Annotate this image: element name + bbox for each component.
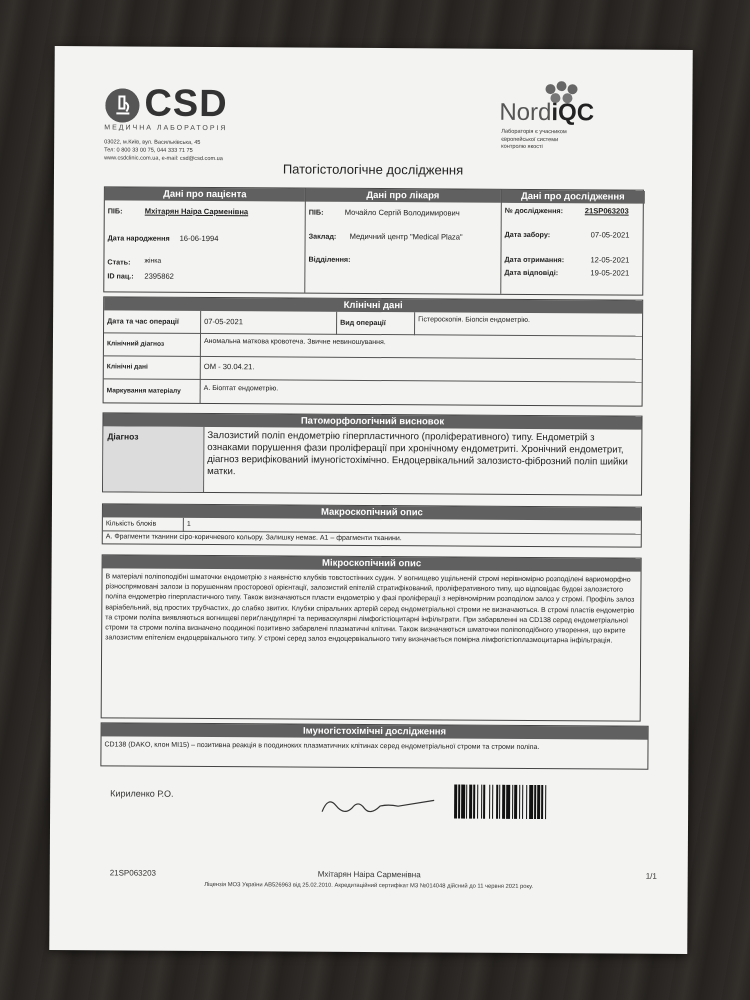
blocks-count: 1 <box>186 520 191 528</box>
collection-date: 07-05-2021 <box>590 230 630 240</box>
ihc-text: CD138 (DAKO, клон MI15) – позитивна реакція в поодиноких плазматичних клітинах серед ендометріальної строми та строми поліпа. <box>104 741 540 752</box>
clinical-data-block <box>103 296 644 406</box>
clinical-diagnosis: Аномальна маткова кровотеча. Звичне невиношування. <box>203 337 386 347</box>
lab-address: 03022, м.Київ, вул. Васильківська, 45 Тел: 0 800 33 00 75, 044 333 71 75 www.csdclinic.com.ua, e-mail: csd@csd.com.ua <box>104 139 223 163</box>
blocks-count-label: Кількість блоків <box>105 520 157 528</box>
license-text: Ліцензія МОЗ України АВ526963 від 25.02.2010. Акредитаційний сертифікат МЗ №014048 дійсний до 11 червня 2021 року. <box>204 881 534 890</box>
department-label: Відділення: <box>308 254 351 264</box>
answer-date-label: Дата відповіді: <box>504 267 559 278</box>
macroscopic-block <box>102 503 642 547</box>
operation-type: Гістероскопія. Біопсія ендометрію. <box>418 316 531 324</box>
microscopic-header: Мікроскопічний опис <box>103 555 641 571</box>
macroscopic-text: А. Фрагменти тканини сіро-коричневого кольору. Залишку немає. А1 – фрагменти тканини. <box>105 533 402 543</box>
answer-date: 19-05-2021 <box>590 268 630 278</box>
clinical-diagnosis-label: Клінічний діагноз <box>106 340 165 348</box>
lab-report-page <box>49 46 693 954</box>
received-date: 12-05-2021 <box>590 255 630 265</box>
nordiqc-caption: Лабораторія є учасником європейської системи контролю якості <box>501 128 567 151</box>
info-block <box>103 186 644 295</box>
page-number: 1/1 <box>645 871 657 881</box>
birth-date-label: Дата народження <box>107 233 170 243</box>
doctor-header: Дані про лікаря <box>305 189 501 203</box>
doctor-name-label: ПІБ: <box>308 207 324 217</box>
nordiqc-logo-text: NordiQC <box>499 98 595 127</box>
microscope-icon <box>105 88 139 122</box>
lab-subtitle: МЕДИЧНА ЛАБОРАТОРІЯ <box>104 124 228 133</box>
study-header: Дані про дослідження <box>501 190 645 204</box>
operation-date-label: Дата та час операції <box>107 316 179 326</box>
institution-label: Заклад: <box>308 231 337 241</box>
doctor-name: Мочайло Сергій Володимирович <box>344 207 460 218</box>
document-barcode <box>454 785 646 820</box>
birth-date: 16-06-1994 <box>179 233 219 244</box>
patient-name: Мхітарян Наіра Сарменівна <box>144 206 249 217</box>
patient-header: Дані про пацієнта <box>105 187 305 201</box>
footer-study-number: 21SP063203 <box>109 868 157 878</box>
diagnosis-label: Діагноз <box>107 431 139 442</box>
material-label: Маркування матеріалу <box>106 387 181 395</box>
study-number: 21SP063203 <box>584 206 629 216</box>
operation-type-label: Вид операції <box>340 317 386 328</box>
ihc-header: Імуногістохімічні дослідження <box>102 723 648 739</box>
sex-label: Стать: <box>107 257 131 267</box>
footer-patient-name: Мхітарян Наіра Сарменівна <box>317 869 421 880</box>
received-date-label: Дата отримання: <box>504 254 565 265</box>
operation-date: 07-05-2021 <box>204 316 243 327</box>
institution: Медичний центр "Medical Plaza" <box>349 231 463 242</box>
microscopic-text: В матеріалі поліпоподібні шматочки ендометрію з наявністю клубків товстостінних судин. У вогнищево ущільненій стромі нерівномірно розподілені вариоморфно різноспрямовані залози із порушенням просторової орієнтації, залозистий епітелій стратифікований, проліферативного типу, що відповідає будові залозистого поліпа ендометрію гіперпластичного типу. Також визначаються пласти ендометрію у фазі проліферації з нерівномірним розподілом залоз у стромі. Профіль залоз варіабельний, від простих трубчастих, до слабко звитих. Клубки спіральних артерій серед ендометріальної строми не визначаються. В стромі пластів ендометрію та строми поліпа виявляються вогнищеві периґландулярні та периваскулярні лімфогістіоцитарні інфільтрати. При забарвленні на CD138 серед ендометріальної строми та строми поліпа визначено поодинокі позитивно забарвлені плазматичні клітини. Також визначаються шматочки поліпоподібного утворення, що вкрите залозистим епітелієм ендоцервікального типу. У стромі серед залоз ендоцервікального типу визначається помірна лімфогістіоплазмоцитарна інфільтрація. <box>105 573 635 645</box>
csd-logo-text: CSD <box>144 82 228 126</box>
handwritten-signature <box>318 794 438 824</box>
patient-id-label: ID пац.: <box>107 271 134 281</box>
barcode-bar <box>546 785 549 819</box>
page-title: Патогістологічне дослідження <box>282 161 464 178</box>
clinical-data-value: ОМ - 30.04.21. <box>203 361 255 372</box>
sex: жінка <box>144 257 162 265</box>
conclusion-block <box>102 412 642 495</box>
macroscopic-header: Макроскопічний опис <box>103 504 641 520</box>
study-number-label: № дослідження: <box>504 205 564 216</box>
patient-id: 2395862 <box>144 271 174 281</box>
ihc-block <box>100 722 648 769</box>
diagnosis-text: Залозистий поліп ендометрію гіперпластичного (проліферативного) типу. Ендометрій з ознаками порушення фази проліферації при хронічному ендометриті. Хронічний ендометрит, діагноз верифікований імуногістохімічно. Ендоцервікальний залозисто-фіброзний поліп шийки матки. <box>207 429 628 478</box>
collection-date-label: Дата забору: <box>504 229 551 240</box>
clinical-header: Клінічні дані <box>104 297 642 313</box>
material: А. Біоптат ендометрію. <box>203 384 279 393</box>
conclusion-header: Патоморфологічний висновок <box>103 413 641 429</box>
patient-name-label: ПІБ: <box>107 206 123 216</box>
microscopic-block <box>101 554 642 721</box>
clinical-data-label: Клінічні дані <box>106 363 148 371</box>
pathologist-name: Кириленко Р.О. <box>110 788 174 799</box>
